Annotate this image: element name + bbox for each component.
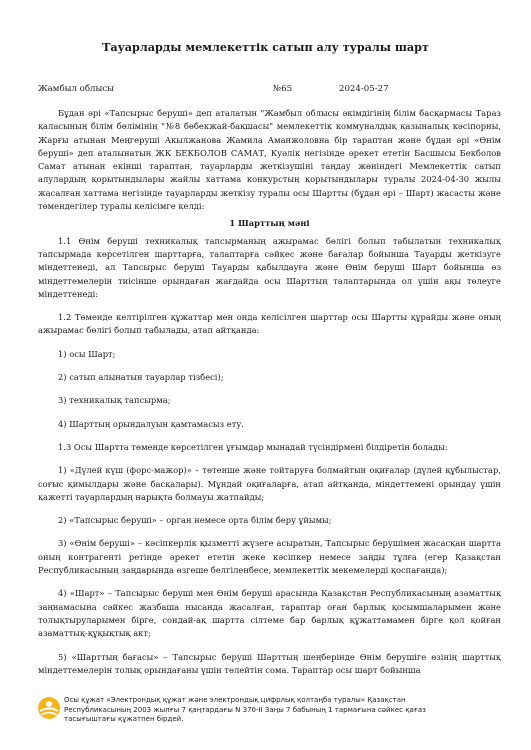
definition-item: 4) «Шарт» – Тапсырыс беруші мен Өнім беруші арасында Қазақстан Республикасының азаматтық заңнамасына сәйкес жазбаша нысанда жасалған, тараптар оған барлық қосымшаларымен және толықтыруларымен бірге, сондай-ақ шартта сілтеме бар барлық құжаттамамен бірге қол қойған азаматтық-құқықтық акт; [38,588,501,639]
list-item: 2) сатып алынатын тауарлар тізбесі); [58,372,224,383]
preamble-paragraph: Бұдан әрі «Тапсырыс беруші» деп аталатын "Жамбыл облысы әкімдігінің білім басқармасы Тараз қаласының білім бөлімінің "№8 бөбекжай-бақшасы" мемлекеттік коммуналдық қазыналық кәсіпорны, Жарғы атынан Меңгеруші Акылжанова Жамила Аманжоловна бір тараптан және бұдан әрі «Өнім беруші» деп аталынатын ЖК БЕКБОЛОВ САМАТ, Куәлік негізінде әрекет ететін Басшысы Бекболов Самат атынан екінші тараптан, тауарларды жеткізушіні таңдау жөніндегі Мемлекеттік сатып алулардың қорытындылары жайлы хаттама конкурстың қорытындылары туралы 2024-04-30 жылы жасалған хаттама негізінде тауарларды жеткізу туралы осы Шартты (бұдан әрі – Шарт) жасасты және төмендегілер туралы келісімге келді: [38,108,501,212]
document-title: Тауарларды мемлекеттік сатып алу туралы шарт [102,40,429,54]
contract-region: Жамбыл облысы [38,84,114,94]
clause-1-2: 1.2 Төменде келтірілген құжаттар мен онда келісілген шарттар осы Шартты құрайды және оның ажырамас бөлігі болып табылады, атап айтқанда: [38,312,501,336]
contract-number: №65 [273,84,293,94]
footer-notice: Осы құжат «Электрондық құжат және электрондық цифрлық қолтаңба туралы» Қазақстан Республикасының 2003 жылғы 7 қаңтардағы N 370-II Заңы 7 бабының 1 тармағына сәйкес қағаз тасығыштағы құжатпен бірдей. [64,696,426,724]
contract-date: 2024-05-27 [339,84,389,94]
e-gov-sun-icon [37,696,61,720]
definition-item: 2) «Тапсырыс беруші» – орган немесе орта білім беру ұйымы; [58,515,332,526]
definition-item: 3) «Өнім беруші» – кәсіпкерлік қызметті жүзеге асыратын, Тапсырыс берушімен жасасқан шартта оның контрагенті ретінде әрекет ететін жеке кәсіпкер немесе заңды тұлға (егер Қазақстан Республикасының заңдарында өзгеше белгіленбесе, мемлекеттік мекемелерді қоспағанда); [38,538,501,576]
clause-1-1: 1.1 Өнім беруші техникалық тапсырманың ажырамас бөлігі болып табылатын техникалық тапсырмада көрсетілген шарттарға, талаптарға сәйкес және бағалар бойынша Тауарды жеткізуге міндеттенеді, ал Тапсырыс беруші Тауарды қабылдауға және Өнім беруші Шарт бойынша өз міндеттемелерін тиісінше орындаған жағдайда осы Шарттың талаптарында ол үшін ақы төлеуге міндеттенеді: [38,235,501,299]
list-item: 3) техникалық тапсырма; [58,395,171,406]
document-body [38,107,501,677]
footer [0,692,531,750]
definition-item: 1) «Дүлей күш (форс-мажор)» – төтенше және тойтаруға болмайтын оқиғалар (дүлей құбылыстар, соғыс қимылдары және басқалары). Мұндай оқиғаларға, атап айтқанда, міндеттемені орындау үшін қажетті тауарлардың нарықта болмауы жатпайды; [38,465,501,502]
definition-item: 5) «Шарттың бағасы» – Тапсырыс беруші Шарттың шеңберінде Өнім берушіге өзінің шарттық міндеттемелерін толық орындағаны үшін төлейтін сома. Тараптар осы шарт бойынша [38,651,501,675]
section-1-title: 1 Шарттың мәні [229,218,310,229]
clause-1-3: 1.3 Осы Шартта төменде көрсетілген ұғымдар мынадай түсіндірмені білдіретін болады: [58,441,448,452]
list-item: 1) осы Шарт; [58,348,116,359]
list-item: 4) Шарттың орындалуын қамтамасыз ету. [58,418,244,429]
